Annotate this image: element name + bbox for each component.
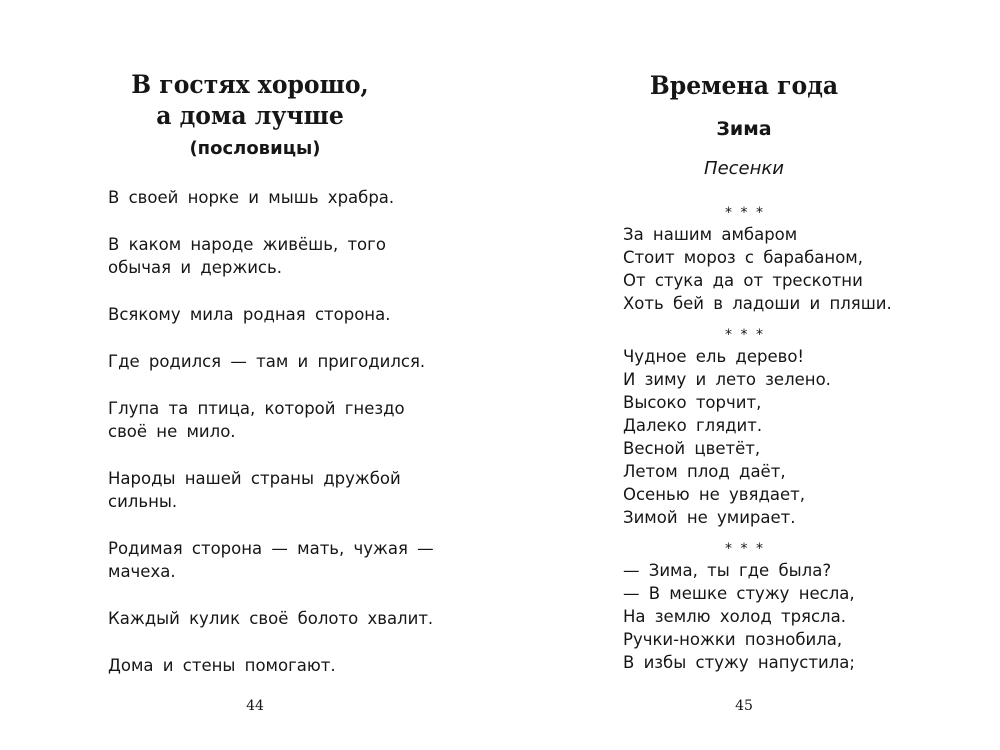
song-item <box>623 325 892 529</box>
subsection-heading: Песенки <box>704 158 784 179</box>
proverb-item <box>108 467 434 513</box>
songs-list <box>623 203 892 684</box>
proverbs-list <box>108 186 434 701</box>
proverb-line: своё не мило. <box>108 422 236 441</box>
song-line: Летом плод даёт, <box>623 462 786 481</box>
song-line: Хоть бей в ладоши и пляши. <box>623 294 892 313</box>
left-subtitle: (пословицы) <box>189 138 321 159</box>
song-line: В избы стужу напустила; <box>623 653 855 672</box>
proverb-line: Дома и стены помогают. <box>108 656 336 675</box>
right-title: Времена года <box>649 71 839 100</box>
song-line: — Зима, ты где была? <box>623 561 832 580</box>
song-item <box>623 539 892 674</box>
proverb-line: Где родился — там и пригодился. <box>108 352 426 371</box>
proverb-item <box>108 654 434 677</box>
song-line: Осенью не увядает, <box>623 485 805 504</box>
song-line: За нашим амбаром <box>623 225 798 244</box>
song-line: Чудное ель дерево! <box>623 347 805 366</box>
stars-separator: * * * <box>725 205 765 221</box>
song-line: — В мешке стужу несла, <box>623 584 855 603</box>
song-line: От стука да от трескотни <box>623 271 863 290</box>
proverb-line: обычая и держись. <box>108 258 282 277</box>
proverb-line: мачеха. <box>108 562 176 581</box>
page-number-left: 44 <box>246 698 264 714</box>
proverb-line: В каком народе живёшь, того <box>108 235 386 254</box>
proverb-line: Каждый кулик своё болото хвалит. <box>108 609 434 628</box>
right-page <box>500 0 1000 750</box>
section-heading: Зима <box>716 118 772 140</box>
proverb-line: Родимая сторона — мать, чужая — <box>108 539 434 558</box>
song-line: Весной цветёт, <box>623 439 761 458</box>
left-title-line-2: а дома лучше <box>156 101 344 130</box>
proverb-item <box>108 607 434 630</box>
proverb-line: Народы нашей страны дружбой <box>108 469 401 488</box>
song-line: На землю холод трясла. <box>623 607 846 626</box>
proverb-item <box>108 186 434 209</box>
song-line: Стоит мороз с барабаном, <box>623 248 863 267</box>
left-title-line-1: В гостях хорошо, <box>131 70 369 99</box>
proverb-item <box>108 233 434 279</box>
proverb-line: сильны. <box>108 492 178 511</box>
proverb-line: В своей норке и мышь храбра. <box>108 188 395 207</box>
proverb-line: Глупа та птица, которой гнездо <box>108 399 405 418</box>
stars-separator: * * * <box>725 327 765 343</box>
song-line: Зимой не умирает. <box>623 508 796 527</box>
song-line: И зиму и лето зелено. <box>623 370 831 389</box>
proverb-line: Всякому мила родная сторона. <box>108 305 391 324</box>
song-line: Ручки-ножки познобила, <box>623 630 843 649</box>
song-line: Далеко глядит. <box>623 416 763 435</box>
proverb-item <box>108 397 434 443</box>
page-number-right: 45 <box>735 698 753 714</box>
song-item <box>623 203 892 315</box>
song-line: Высоко торчит, <box>623 393 762 412</box>
stars-separator: * * * <box>725 541 765 557</box>
proverb-item <box>108 303 434 326</box>
proverb-item <box>108 537 434 583</box>
proverb-item <box>108 350 434 373</box>
